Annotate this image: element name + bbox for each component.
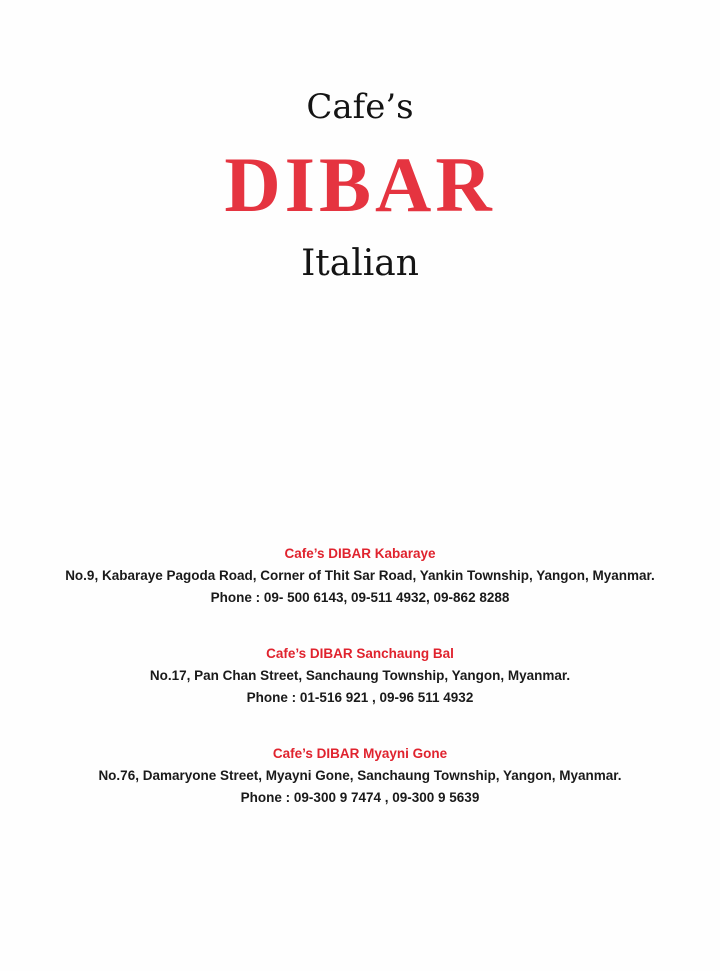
branch-phone: Phone : 09-300 9 7474 , 09-300 9 5639 (240, 790, 480, 805)
branch-sanchaung-bal (0, 643, 720, 709)
branch-address: No.9, Kabaraye Pagoda Road, Corner of Thit Sar Road, Yankin Township, Yangon, Myanmar. (65, 568, 655, 583)
branch-kabaraye (0, 543, 720, 609)
branch-address: No.17, Pan Chan Street, Sanchaung Township, Yangon, Myanmar. (149, 668, 571, 683)
branch-phone: Phone : 09- 500 6143, 09-511 4932, 09-862 8288 (210, 590, 510, 605)
branch-phone: Phone : 01-516 921 , 09-96 511 4932 (246, 690, 474, 705)
title-italian: Italian (301, 243, 419, 284)
branch-myayni-gone (0, 743, 720, 809)
title-cafes: Cafe’s (306, 87, 414, 127)
branch-list (0, 543, 720, 843)
branch-address: No.76, Damaryone Street, Myayni Gone, Sanchaung Township, Yangon, Myanmar. (98, 768, 622, 783)
branch-name: Cafe’s DIBAR Sanchaung Bal (266, 646, 454, 661)
branch-name: Cafe’s DIBAR Kabaraye (284, 546, 436, 561)
branch-name: Cafe’s DIBAR Myayni Gone (272, 746, 448, 761)
brand-logo-text: DIBAR (224, 141, 496, 228)
